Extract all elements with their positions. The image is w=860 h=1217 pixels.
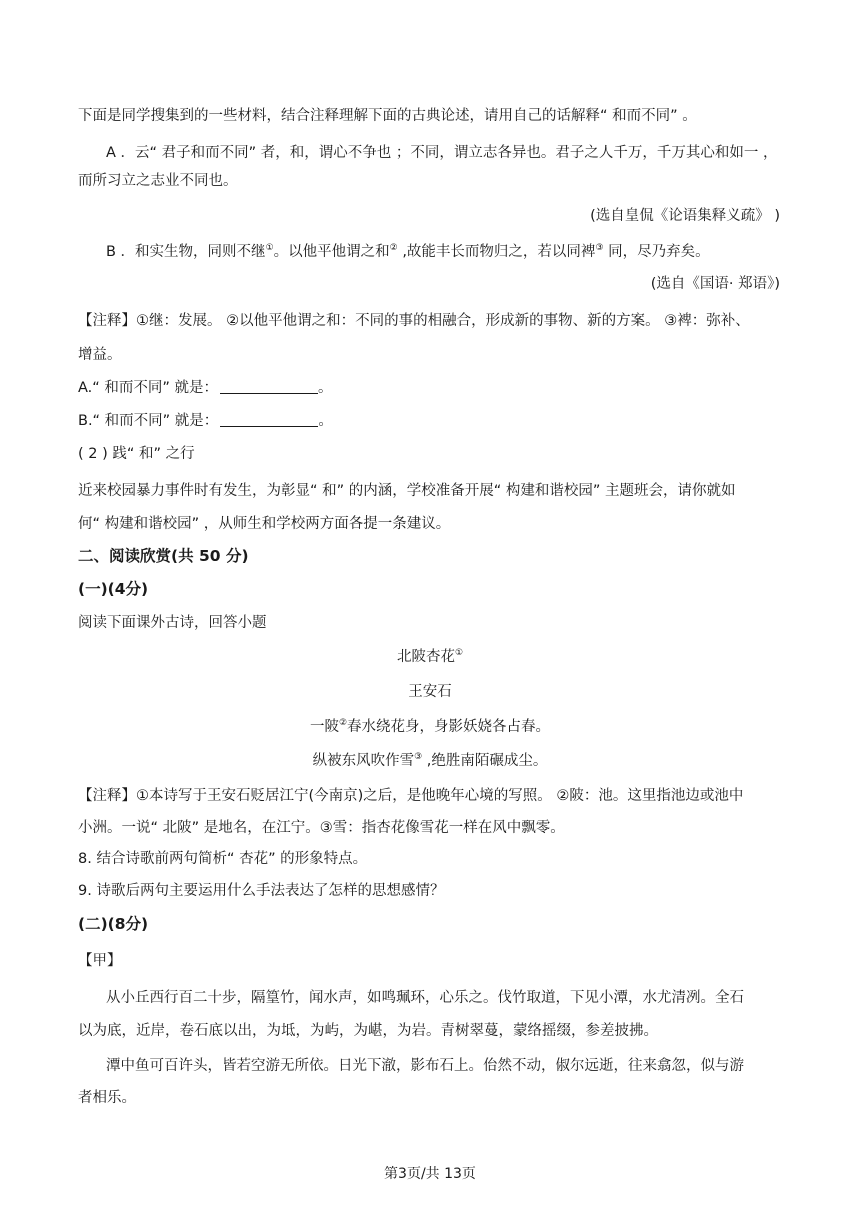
question-8: 8. 结合诗歌前两句简析“ 杏花” 的形象特点。 [78,851,368,867]
footnote-marker: ① [454,648,464,658]
answer-a-line: A.“ 和而不同” 就是： 。 [78,380,333,396]
answer-blank [220,379,318,394]
footnote-marker: ① [265,243,274,253]
footnote-marker: ③ [595,243,604,253]
part-heading: (一)(4分) [78,580,149,598]
passage-line: 从小丘西行百二十步，隔篁竹，闻水声，如鸣珮环，心乐之。伐竹取道，下见小潭，水尤清冽。全石 [106,990,744,1006]
poem-author: 王安石 [408,684,452,700]
material-b-line: B ．和实生物，同则不继①。以他平他谓之和② ,故能丰长而物归之，若以同裨③ 同，尽乃弃矣。 [106,243,710,260]
question-2-line: 近来校园暴力事件时有发生，为彰显“ 和” 的内涵，学校准备开展“ 构建和谐校园” 主题班会，请你就如 [78,483,736,499]
poem-title: 北陂杏花① [396,648,464,665]
passage-line: 潭中鱼可百许头，皆若空游无所依。日光下澈，影布石上。佁然不动，俶尔远逝，往来翕忽，似与游 [106,1058,744,1074]
poem-line: 一陂②春水绕花身，身影妖娆各占春。 [309,718,551,735]
poem-line: 纵被东风吹作雪③ ,绝胜南陌碾成尘。 [312,752,548,769]
footnote-marker: ② [338,718,348,728]
answer-blank [220,412,318,427]
material-a-line: A ．云“ 君子和而不同” 者，和，谓心不争也 ；不同，谓立志各异也。君子之人千万，千万其心和如一 ， [106,145,778,161]
question-2-title: ( 2 ) 践“ 和” 之行 [78,446,195,462]
footnote-marker: ② [389,243,398,253]
reading-instruction: 阅读下面课外古诗，回答小题 [78,615,267,631]
material-a-source: (选自皇侃《论语集释义疏》 ) [590,208,780,224]
passage-line: 以为底，近岸，卷石底以出，为坻，为屿，为嵁，为岩。青树翠蔓，蒙络摇缀，参差披拂。 [78,1023,658,1039]
question-2-line: 何“ 构建和谐校园” ，从师生和学校两方面各提一条建议。 [78,516,451,532]
note-line: 【注释】①本诗写于王安石贬居江宁(今南京)之后，是他晚年心境的写照。 ②陂：池。这里指池边或池中 [78,788,744,804]
material-b-source: (选自《国语· 郑语》) [650,276,780,292]
material-a-line: 而所习立之志业不同也。 [78,173,238,189]
intro-paragraph: 下面是同学搜集到的一些材料，结合注释理解下面的古典论述，请用自己的话解释“ 和而不同” 。 [78,108,697,124]
passage-label: 【甲】 [78,953,122,969]
section-heading: 二、阅读欣赏(共 50 分) [78,547,249,565]
answer-b-line: B.“ 和而不同” 就是： 。 [78,413,333,429]
passage-line: 者相乐。 [78,1090,136,1106]
page-footer: 第3页/共 13页 [384,1166,476,1182]
note-line: 增益。 [78,347,122,363]
note-line: 【注释】①继：发展。 ②以他平他谓之和：不同的事的相融合，形成新的事物、新的方案。 ③裨：弥补、 [78,313,750,329]
question-9: 9. 诗歌后两句主要运用什么手法表达了怎样的思想感情？ [78,883,445,899]
note-line: 小洲。一说“ 北陂” 是地名，在江宁。③雪：指杏花像雪花一样在风中飘零。 [78,820,565,836]
footnote-marker: ③ [414,752,423,762]
part-heading: (二)(8分) [78,915,149,933]
